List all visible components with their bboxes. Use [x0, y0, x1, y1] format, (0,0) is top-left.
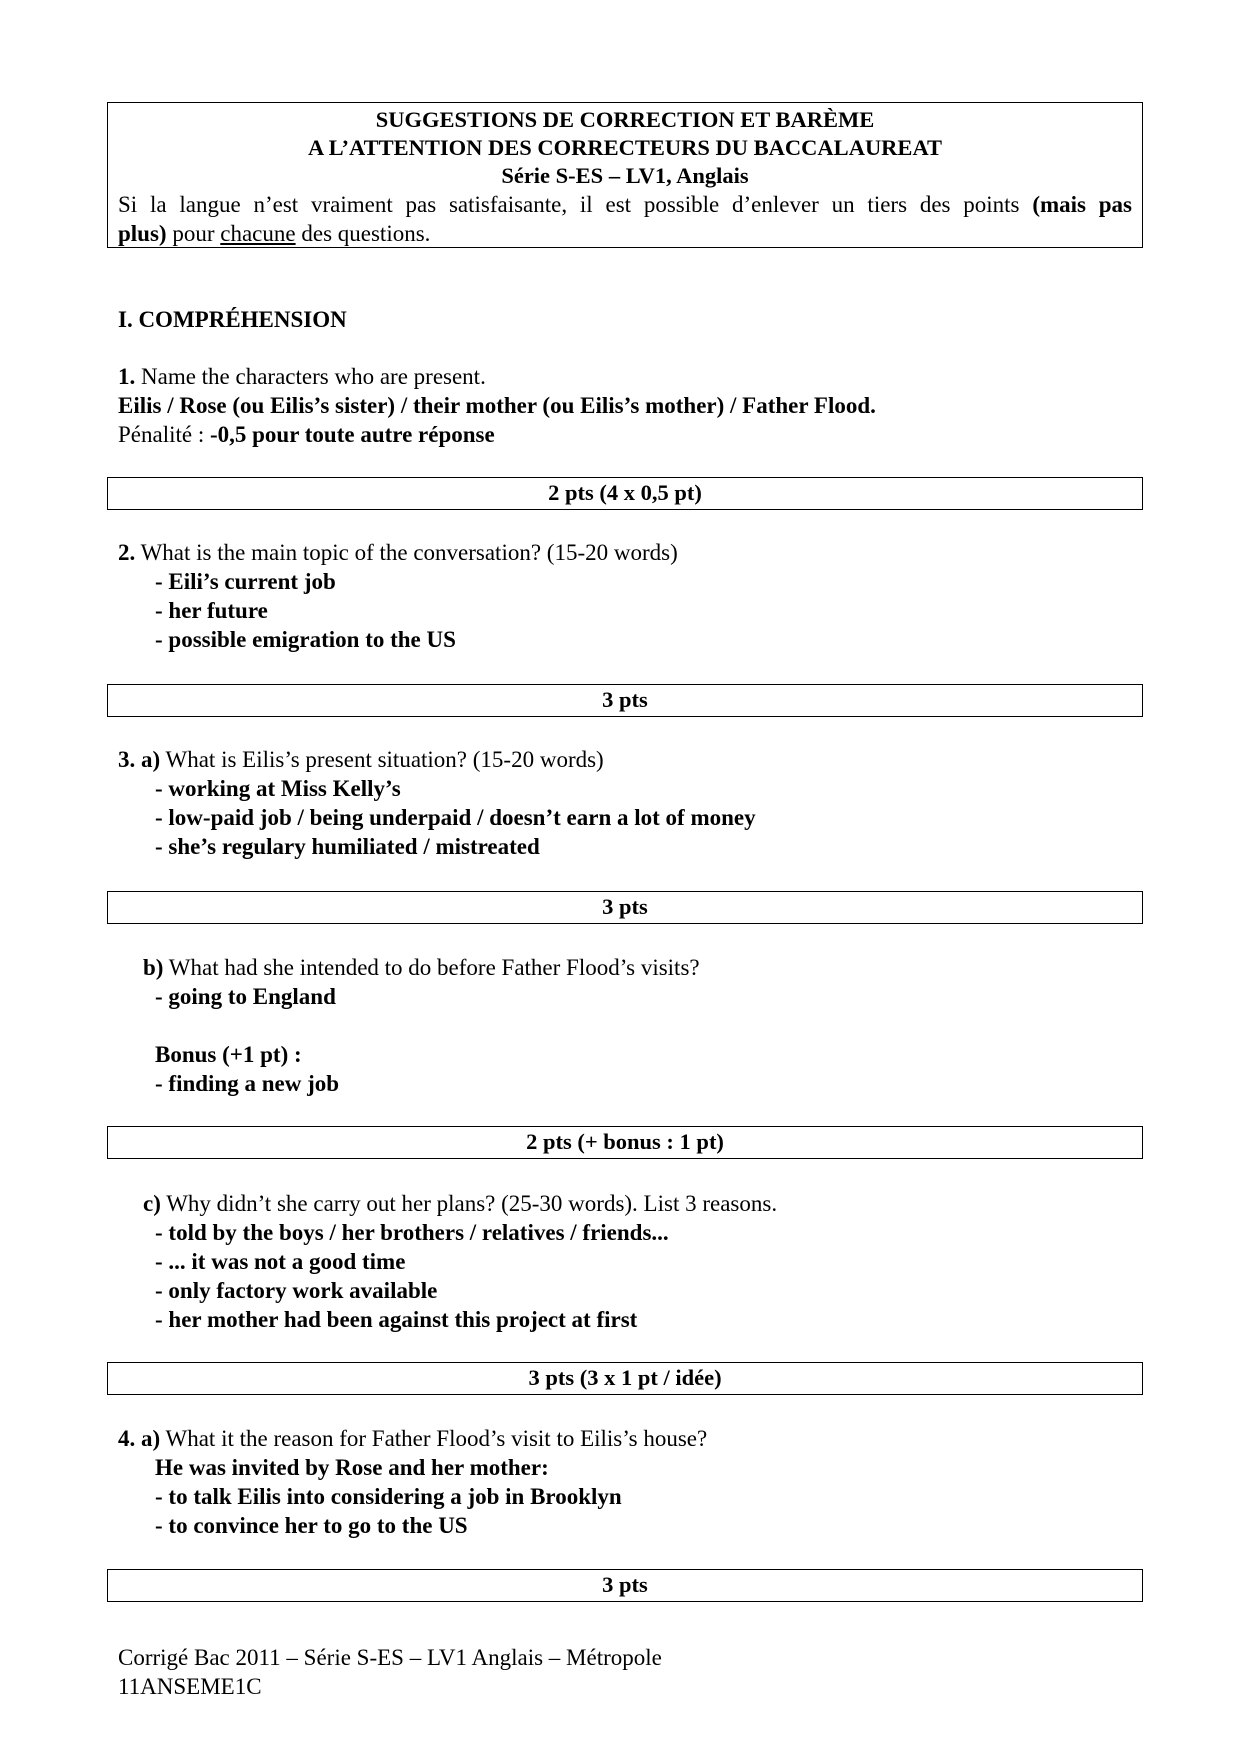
header-box	[107, 102, 1143, 248]
header-line-3: Série S-ES – LV1, Anglais	[501, 163, 749, 188]
q3c-question: c) Why didn’t she carry out her plans? (25-30 words). List 3 reasons.	[143, 1191, 778, 1216]
q3a-question: 3. a) What is Eilis’s present situation? (15-20 words)	[118, 747, 604, 772]
q3b-question: b) What had she intended to do before Father Flood’s visits?	[143, 955, 700, 980]
q3c-answer: - told by the boys / her brothers / relatives / friends...	[155, 1220, 669, 1245]
q1-question: 1. Name the characters who are present.	[118, 364, 486, 389]
q2-question: 2. What is the main topic of the conversation? (15-20 words)	[118, 540, 678, 565]
header-line-1: SUGGESTIONS DE CORRECTION ET BARÈME	[375, 107, 875, 132]
q2-answer: - her future	[155, 598, 268, 623]
q1-answer: Eilis / Rose (ou Eilis’s sister) / their mother (ou Eilis’s mother) / Father Flood.	[118, 393, 876, 418]
q3a-score-box: 3 pts	[107, 891, 1143, 924]
q2-answer: - possible emigration to the US	[155, 627, 456, 652]
q1-score-box: 2 pts (4 x 0,5 pt)	[107, 477, 1143, 510]
q3a-answer: - working at Miss Kelly’s	[155, 776, 401, 801]
q3b-answer: - going to England	[155, 984, 336, 1009]
q3c-answer: - only factory work available	[155, 1278, 438, 1303]
q4a-question: 4. a) What it the reason for Father Flood’s visit to Eilis’s house?	[118, 1426, 708, 1451]
q2-score-box: 3 pts	[107, 684, 1143, 717]
header-note-line-2: plus) pour chacune des questions.	[118, 221, 431, 246]
q1-penalty: Pénalité : -0,5 pour toute autre réponse	[118, 422, 495, 447]
q2-answer: - Eili’s current job	[155, 569, 336, 594]
q3b-score-box: 2 pts (+ bonus : 1 pt)	[107, 1126, 1143, 1159]
footer-line-1: Corrigé Bac 2011 – Série S-ES – LV1 Anglais – Métropole	[118, 1645, 662, 1670]
q3a-answer: - she’s regulary humiliated / mistreated	[155, 834, 540, 859]
q3c-answer: - ... it was not a good time	[155, 1249, 406, 1274]
q4a-score-box: 3 pts	[107, 1569, 1143, 1602]
q4a-answer: - to convince her to go to the US	[155, 1513, 468, 1538]
header-line-2: A L’ATTENTION DES CORRECTEURS DU BACCALAUREAT	[307, 135, 943, 160]
q3c-answer: - her mother had been against this project at first	[155, 1307, 638, 1332]
section-title: I. COMPRÉHENSION	[118, 307, 347, 332]
q3c-score-box: 3 pts (3 x 1 pt / idée)	[107, 1362, 1143, 1395]
header-note-line-1: Si la langue n’est vraiment pas satisfaisante, il est possible d’enlever un tiers des points (mais pas	[118, 192, 1133, 217]
q4a-intro: He was invited by Rose and her mother:	[155, 1455, 549, 1480]
q3a-answer: - low-paid job / being underpaid / doesn’t earn a lot of money	[155, 805, 756, 830]
q4a-answer: - to talk Eilis into considering a job in Brooklyn	[155, 1484, 622, 1509]
q3b-bonus-label: Bonus (+1 pt) :	[155, 1042, 302, 1067]
q3b-bonus-answer: - finding a new job	[155, 1071, 340, 1096]
footer-line-2: 11ANSEME1C	[118, 1674, 262, 1699]
